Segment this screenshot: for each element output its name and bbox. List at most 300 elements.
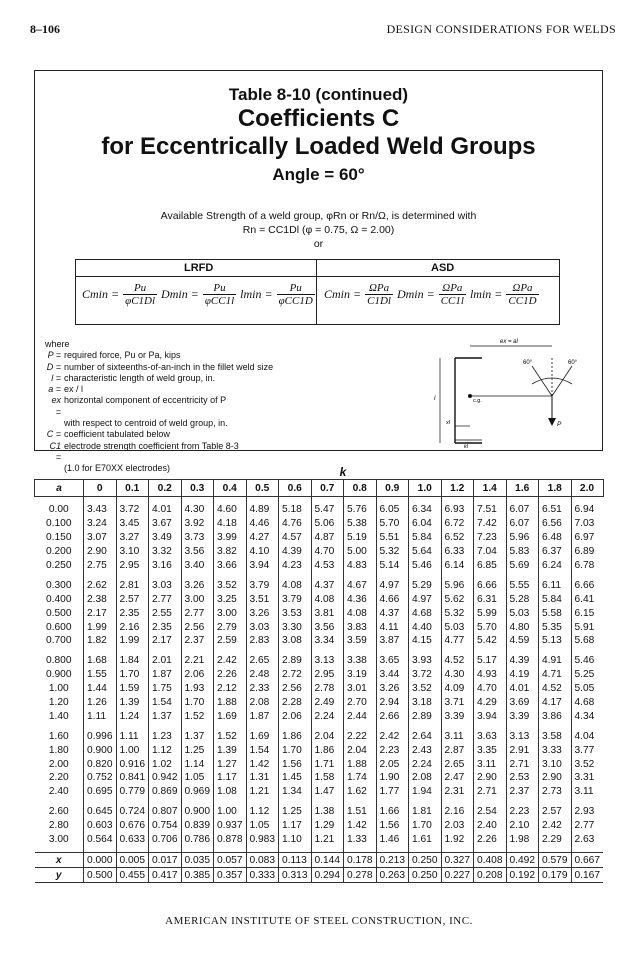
coefficient-cell: 3.27 (116, 531, 149, 545)
k-column-header: 0.9 (376, 480, 409, 497)
coefficient-cell: 1.42 (246, 757, 279, 771)
coefficient-cell: 1.74 (344, 771, 377, 785)
xy-cell: 0.178 (344, 853, 377, 868)
a-value: 0.700 (46, 635, 72, 647)
coefficient-cell: 6.04 (409, 517, 442, 531)
coefficient-cell: 5.96 (506, 531, 539, 545)
coefficient-cell: 1.87 (246, 709, 279, 723)
definitions (45, 339, 273, 475)
xy-cell: 0.227 (441, 868, 474, 883)
coefficient-cell: 6.14 (441, 559, 474, 573)
coefficient-cell: 0.786 (181, 833, 214, 847)
coefficient-cell: 2.77 (149, 592, 182, 606)
coefficient-cell: 1.84 (116, 654, 149, 668)
coefficient-cell: 3.58 (539, 729, 572, 743)
cg-label: c.g. (473, 398, 482, 404)
xy-cell: 0.500 (84, 868, 117, 883)
table-subtitle: for Eccentrically Loaded Weld Groups (101, 133, 536, 160)
k-column-header: 0.6 (279, 480, 312, 497)
coefficient-cell: 0.695 (84, 785, 117, 799)
coefficient-cell: 2.42 (214, 654, 247, 668)
coefficient-cell: 0.916 (116, 757, 149, 771)
coefficient-cell: 4.83 (344, 559, 377, 573)
asd-fraction (365, 282, 393, 307)
k-column-header: 0.4 (214, 480, 247, 497)
definition-row (45, 463, 273, 474)
coefficient-cell: 2.59 (214, 634, 247, 648)
coefficient-cell: 1.37 (149, 709, 182, 723)
coefficient-cell: 1.21 (246, 785, 279, 799)
table-title: Coefficients C (237, 105, 400, 132)
definition-text: characteristic length of weld group, in. (64, 372, 216, 383)
table-row (35, 682, 604, 696)
table-header-frame (34, 70, 603, 474)
coefficient-cell: 2.90 (84, 545, 117, 559)
a-value: 0.600 (46, 621, 72, 633)
coefficient-cell: 3.39 (506, 709, 539, 723)
table-row (35, 785, 604, 799)
definition-text: ex / l (64, 384, 84, 395)
coefficient-cell: 3.31 (571, 771, 603, 785)
coefficient-cell: 3.30 (279, 620, 312, 634)
coefficient-cell: 2.42 (539, 819, 572, 833)
coefficient-cell: 1.93 (181, 682, 214, 696)
coefficient-cell: 3.71 (441, 696, 474, 710)
coefficient-cell: 2.95 (116, 559, 149, 573)
coefficient-cell: 1.70 (279, 743, 312, 757)
coefficient-cell: 6.34 (409, 503, 442, 517)
coefficient-cell: 6.66 (571, 578, 603, 592)
table-row (35, 559, 604, 573)
coefficient-cell: 2.22 (344, 729, 377, 743)
footer: AMERICAN INSTITUTE OF STEEL CONSTRUCTION, INC. (165, 915, 473, 927)
coefficient-cell: 2.23 (376, 743, 409, 757)
coefficient-cell: 1.47 (311, 785, 344, 799)
coefficient-cell: 5.47 (311, 503, 344, 517)
coefficient-cell: 1.86 (311, 743, 344, 757)
coefficient-cell: 1.71 (311, 757, 344, 771)
coefficient-cell: 2.38 (84, 592, 117, 606)
coefficient-cell: 2.24 (409, 757, 442, 771)
coefficient-cell: 4.09 (441, 682, 474, 696)
coefficient-cell: 3.66 (214, 559, 247, 573)
lrfd-formulas (82, 282, 315, 307)
coefficient-cell: 3.26 (376, 682, 409, 696)
coefficient-cell: 6.15 (571, 606, 603, 620)
coefficient-cell: 3.87 (376, 634, 409, 648)
coefficient-cell: 2.70 (344, 696, 377, 710)
coefficient-cell: 3.56 (311, 620, 344, 634)
lrfd-fraction (277, 282, 315, 307)
coefficient-cell: 3.38 (344, 654, 377, 668)
coefficient-cell: 2.49 (311, 696, 344, 710)
coefficient-cell: 4.27 (246, 531, 279, 545)
coefficient-cell: 1.54 (149, 696, 182, 710)
coefficient-cell: 6.89 (571, 545, 603, 559)
coefficient-cell: 1.82 (84, 634, 117, 648)
ex-label: ex = al (500, 339, 518, 345)
coefficient-cell: 2.48 (246, 668, 279, 682)
coefficient-cell: 2.95 (311, 668, 344, 682)
definition-symbol: D = (46, 361, 61, 372)
table-row (35, 668, 604, 682)
coefficient-cell: 2.23 (506, 805, 539, 819)
coefficient-cell: 3.72 (409, 668, 442, 682)
coefficient-cell: 4.08 (279, 578, 312, 592)
a-value: 2.20 (48, 772, 69, 784)
coefficient-cell: 6.97 (571, 531, 603, 545)
coefficient-cell: 3.52 (409, 682, 442, 696)
coefficient-cell: 4.93 (474, 668, 507, 682)
coefficient-cell: 3.44 (376, 668, 409, 682)
coefficient-cell: 2.64 (409, 729, 442, 743)
coefficient-cell: 4.10 (246, 545, 279, 559)
coefficient-cell: 3.83 (344, 620, 377, 634)
coefficient-cell: 5.69 (506, 559, 539, 573)
coefficient-cell: 1.87 (149, 668, 182, 682)
definition-symbol: a = (48, 384, 61, 395)
definition-text: coefficient tabulated below (64, 429, 170, 440)
coefficient-cell: 1.70 (409, 819, 442, 833)
coefficient-cell: 2.06 (279, 709, 312, 723)
coefficient-cell: 3.99 (214, 531, 247, 545)
coefficient-cell: 2.55 (149, 606, 182, 620)
coefficient-cell: 2.57 (539, 805, 572, 819)
k-column-header: 1.0 (409, 480, 442, 497)
coefficient-cell: 3.92 (181, 517, 214, 531)
xy-cell: 0.250 (409, 853, 442, 868)
coefficient-cell: 3.19 (344, 668, 377, 682)
coefficient-cell: 1.12 (149, 743, 182, 757)
k-column-header: 1.6 (506, 480, 539, 497)
coefficient-cell: 3.52 (571, 757, 603, 771)
a-value: 0.400 (46, 593, 72, 605)
coefficient-cell: 1.81 (409, 805, 442, 819)
coefficient-cell: 6.07 (506, 503, 539, 517)
coefficient-cell: 4.80 (506, 620, 539, 634)
a-value: 3.00 (48, 834, 69, 846)
coefficient-cell: 1.11 (84, 709, 117, 723)
coefficient-cell: 1.21 (311, 833, 344, 847)
numerator: ΩPa (512, 282, 533, 294)
coefficient-cell: 6.33 (441, 545, 474, 559)
definition-symbol (45, 418, 64, 429)
coefficient-cell: 1.00 (116, 743, 149, 757)
coefficient-cell: 2.26 (214, 668, 247, 682)
coefficient-cell: 5.83 (506, 545, 539, 559)
coefficient-cell: 1.90 (376, 771, 409, 785)
coefficient-cell: 7.04 (474, 545, 507, 559)
coefficient-cell: 2.72 (279, 668, 312, 682)
coefficient-cell: 2.62 (84, 578, 117, 592)
definition-row (45, 441, 273, 464)
coefficient-cell: 1.88 (214, 696, 247, 710)
coefficient-cell: 1.77 (376, 785, 409, 799)
table-row (35, 620, 604, 634)
xy-cell: 0.035 (181, 853, 214, 868)
coefficient-cell: 1.17 (279, 819, 312, 833)
coefficient-cell: 0.752 (84, 771, 117, 785)
coefficient-cell: 4.17 (539, 696, 572, 710)
table-number: Table 8-10 (continued) (228, 85, 409, 104)
coefficient-cell: 0.942 (149, 771, 182, 785)
coefficient-cell: 1.61 (409, 833, 442, 847)
xy-cell: 0.408 (474, 853, 507, 868)
definition-row (45, 384, 273, 395)
xy-cell: 0.213 (376, 853, 409, 868)
coefficient-cell: 5.35 (539, 620, 572, 634)
coefficient-cell: 2.75 (84, 559, 117, 573)
coefficient-cell: 2.37 (506, 785, 539, 799)
coefficient-cell: 5.84 (539, 592, 572, 606)
kl-label: kl (464, 444, 468, 448)
angle-line-right (552, 366, 572, 396)
coefficient-cell: 5.19 (344, 531, 377, 545)
numerator: Pu (133, 282, 147, 294)
coefficient-cell: 6.24 (539, 559, 572, 573)
coefficient-cell: 3.10 (539, 757, 572, 771)
coefficient-cell: 2.71 (506, 757, 539, 771)
xy-cell: 0.455 (116, 868, 149, 883)
coefficient-cell: 0.878 (214, 833, 247, 847)
formula-divider (316, 260, 317, 324)
definition-row (45, 350, 273, 361)
definition-row (45, 395, 273, 418)
coefficient-cell: 3.16 (149, 559, 182, 573)
angle-label: Angle = 60° (272, 165, 365, 184)
coefficient-cell: 3.94 (246, 559, 279, 573)
coefficient-cell: 2.04 (344, 743, 377, 757)
coefficient-cell: 1.58 (311, 771, 344, 785)
coefficient-cell: 3.13 (506, 729, 539, 743)
definition-row (45, 362, 273, 373)
coefficient-cell: 3.00 (214, 606, 247, 620)
coefficient-cell: 4.59 (506, 634, 539, 648)
coefficient-cell: 4.18 (214, 517, 247, 531)
xy-cell: 0.179 (539, 868, 572, 883)
coefficient-cell: 1.75 (149, 682, 182, 696)
asd-label: ASD (431, 262, 455, 274)
table-row (35, 757, 604, 771)
asd-fraction (506, 282, 538, 307)
definition-list (45, 350, 273, 474)
coefficient-cell: 4.19 (506, 668, 539, 682)
coefficient-cell: 3.94 (474, 709, 507, 723)
coefficient-cell: 1.05 (181, 771, 214, 785)
l-label: l (434, 395, 436, 402)
coefficient-cell: 4.39 (506, 654, 539, 668)
asd-formulas (324, 282, 539, 307)
coefficient-cell: 3.07 (84, 531, 117, 545)
coefficient-cell: 2.03 (441, 819, 474, 833)
coefficient-cell: 2.31 (441, 785, 474, 799)
coefficient-cell: 5.00 (344, 545, 377, 559)
coefficient-cell: 1.08 (214, 785, 247, 799)
denominator: φCC1D (278, 295, 313, 307)
asd-lhs: lmin = (469, 287, 503, 301)
k-column-header: 1.2 (441, 480, 474, 497)
definition-text: number of sixteenths-of-an-inch in the fillet weld size (64, 361, 274, 372)
coefficient-cell: 1.99 (116, 634, 149, 648)
asd-fraction (439, 282, 466, 307)
coefficient-cell: 1.54 (246, 743, 279, 757)
xy-cell: 0.417 (149, 868, 182, 883)
coefficient-cell: 5.58 (539, 606, 572, 620)
coefficient-cell: 3.11 (474, 757, 507, 771)
coefficient-cell: 0.633 (116, 833, 149, 847)
coefficient-cell: 3.13 (311, 654, 344, 668)
definition-symbol (45, 463, 64, 474)
coefficient-cell: 1.68 (84, 654, 117, 668)
coefficient-cell: 5.62 (441, 592, 474, 606)
coefficient-cell: 4.39 (279, 545, 312, 559)
coefficient-cell: 0.724 (116, 805, 149, 819)
table-row (35, 517, 604, 531)
coefficient-cell: 5.13 (539, 634, 572, 648)
coefficient-cell: 1.00 (214, 805, 247, 819)
coefficient-cell: 2.77 (181, 606, 214, 620)
coefficient-cell: 3.49 (149, 531, 182, 545)
coefficient-cell: 3.35 (474, 743, 507, 757)
coefficient-cell: 1.45 (279, 771, 312, 785)
lrfd-lhs: Dmin = (161, 287, 199, 301)
coefficient-cell: 2.56 (181, 620, 214, 634)
title-block (35, 85, 602, 186)
coefficient-cell: 6.07 (506, 517, 539, 531)
coefficient-cell: 3.72 (116, 503, 149, 517)
coefficient-cell: 3.32 (149, 545, 182, 559)
coefficient-cell: 2.83 (246, 634, 279, 648)
coefficient-cell: 1.52 (181, 709, 214, 723)
coefficient-cell: 3.56 (181, 545, 214, 559)
a-header: a (35, 480, 84, 497)
coefficient-cell: 3.39 (441, 709, 474, 723)
coefficient-cell: 6.66 (474, 578, 507, 592)
angle-line-left (532, 366, 552, 396)
a-value: 0.250 (46, 560, 72, 571)
coefficient-cell: 2.54 (474, 805, 507, 819)
coefficient-cell: 1.27 (214, 757, 247, 771)
coefficient-cell: 5.55 (506, 578, 539, 592)
a-value: 0.200 (46, 546, 72, 558)
table-row (35, 592, 604, 606)
coefficient-cell: 0.900 (84, 743, 117, 757)
coefficient-cell: 1.26 (84, 696, 117, 710)
coefficient-cell: 5.64 (409, 545, 442, 559)
definition-row (45, 418, 273, 429)
coefficient-cell: 2.90 (474, 771, 507, 785)
coefficient-cell: 1.12 (246, 805, 279, 819)
denominator: CC1l (440, 295, 464, 307)
xy-cell: 0.083 (246, 853, 279, 868)
coefficient-cell: 5.17 (474, 654, 507, 668)
coefficient-cell: 1.98 (506, 833, 539, 847)
xy-cell: 0.294 (311, 868, 344, 883)
page-number: 8–106 (30, 22, 60, 36)
coefficient-cell: 2.93 (571, 805, 603, 819)
xy-cell: 0.579 (539, 853, 572, 868)
coefficient-cell: 3.73 (181, 531, 214, 545)
coefficient-cell: 0.839 (181, 819, 214, 833)
coefficient-cell: 2.43 (409, 743, 442, 757)
coefficient-cell: 3.10 (116, 545, 149, 559)
header-row (35, 480, 604, 497)
numerator: Pu (289, 282, 302, 294)
coefficient-cell: 5.29 (409, 578, 442, 592)
k-column-header: 0.1 (116, 480, 149, 497)
table-row (35, 709, 604, 723)
coefficient-cell: 2.40 (474, 819, 507, 833)
coefficient-cell: 4.97 (376, 578, 409, 592)
coefficient-cell: 3.51 (246, 592, 279, 606)
table-row (35, 503, 604, 517)
coefficient-cell: 7.23 (474, 531, 507, 545)
coefficient-cell: 1.94 (409, 785, 442, 799)
coefficient-cell: 7.51 (474, 503, 507, 517)
coefficient-cell: 4.23 (279, 559, 312, 573)
coefficient-cell: 5.76 (344, 503, 377, 517)
coefficient-cell: 2.79 (214, 620, 247, 634)
coefficient-cell: 2.73 (539, 785, 572, 799)
coefficient-cell: 4.29 (474, 696, 507, 710)
coefficient-cell: 5.32 (376, 545, 409, 559)
table-row (35, 805, 604, 819)
coefficient-cell: 2.71 (474, 785, 507, 799)
k-column-header: 1.8 (539, 480, 572, 497)
definition-text: required force, Pu or Pa, kips (64, 350, 181, 361)
coefficient-cell: 6.93 (441, 503, 474, 517)
coefficient-cell: 1.69 (246, 729, 279, 743)
coefficient-table (34, 479, 604, 883)
coefficient-cell: 4.30 (441, 668, 474, 682)
coefficient-cell: 3.11 (571, 785, 603, 799)
coefficient-cell: 4.36 (344, 592, 377, 606)
coefficient-cell: 5.14 (376, 559, 409, 573)
coefficient-cell: 4.34 (571, 709, 603, 723)
coefficient-cell: 2.65 (441, 757, 474, 771)
coefficient-cell: 4.30 (181, 503, 214, 517)
coefficient-cell: 1.69 (214, 709, 247, 723)
coefficient-cell: 3.26 (246, 606, 279, 620)
coefficient-cell: 4.76 (279, 517, 312, 531)
coefficient-cell: 4.67 (344, 578, 377, 592)
coefficient-cell: 6.78 (571, 559, 603, 573)
coefficient-cell: 4.71 (539, 668, 572, 682)
definitions-where: where (45, 339, 70, 349)
asd-lhs: Dmin = (396, 287, 435, 301)
a-value: 1.60 (48, 730, 69, 742)
coefficient-cell: 3.59 (344, 634, 377, 648)
coefficient-cell: 4.60 (214, 503, 247, 517)
a-value: 0.150 (46, 532, 72, 544)
coefficient-cell: 5.06 (311, 517, 344, 531)
definition-row (45, 373, 273, 384)
coefficient-cell: 2.16 (116, 620, 149, 634)
coefficient-cell: 2.10 (506, 819, 539, 833)
k-label: k (339, 465, 347, 479)
coefficient-cell: 3.26 (181, 578, 214, 592)
coefficient-cell: 2.24 (311, 709, 344, 723)
coefficient-cell: 2.28 (279, 696, 312, 710)
coefficient-cell: 1.59 (116, 682, 149, 696)
xy-cell: 0.492 (506, 853, 539, 868)
coefficient-cell: 1.31 (246, 771, 279, 785)
lrfd-lhs: lmin = (240, 287, 273, 301)
available-strength-or: or (313, 238, 324, 250)
coefficient-cell: 3.34 (311, 634, 344, 648)
k-column-header: 0.7 (311, 480, 344, 497)
coefficient-cell: 5.03 (441, 620, 474, 634)
